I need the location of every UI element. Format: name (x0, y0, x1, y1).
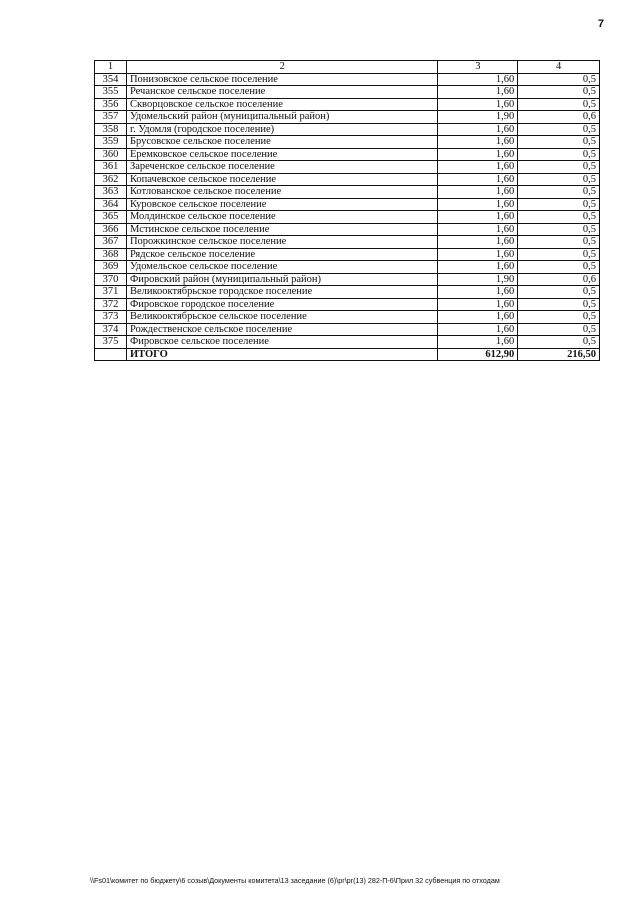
municipality-name: Рождественское сельское поселение (126, 323, 437, 336)
column-header-1: 1 (95, 61, 127, 74)
value-column-3: 1,90 (438, 111, 518, 124)
row-number: 364 (95, 198, 127, 211)
value-column-4: 0,5 (518, 86, 600, 99)
table-row (95, 248, 600, 261)
municipality-name: Фировское городское поселение (126, 298, 437, 311)
value-column-3: 1,60 (438, 198, 518, 211)
table-row (95, 298, 600, 311)
table-row (95, 223, 600, 236)
value-column-4: 0,6 (518, 111, 600, 124)
value-column-3: 1,60 (438, 311, 518, 324)
row-number: 361 (95, 161, 127, 174)
value-column-4: 0,5 (518, 248, 600, 261)
row-number: 359 (95, 136, 127, 149)
value-column-3: 1,60 (438, 286, 518, 299)
total-column-3: 612,90 (438, 348, 518, 361)
municipality-name: Удомельское сельское поселение (126, 261, 437, 274)
value-column-4: 0,5 (518, 336, 600, 349)
column-header-3: 3 (438, 61, 518, 74)
table-row (95, 173, 600, 186)
municipality-name: Порожкинское сельское поселение (126, 236, 437, 249)
municipality-name: Молдинское сельское поселение (126, 211, 437, 224)
value-column-3: 1,60 (438, 236, 518, 249)
value-column-4: 0,5 (518, 123, 600, 136)
row-number: 370 (95, 273, 127, 286)
row-number: 355 (95, 86, 127, 99)
value-column-3: 1,60 (438, 86, 518, 99)
value-column-3: 1,60 (438, 98, 518, 111)
value-column-3: 1,60 (438, 261, 518, 274)
value-column-4: 0,5 (518, 148, 600, 161)
footer-file-path: \\Fs01\комитет по бюджету\6 созыв\Документы комитета\13 заседание (6)\pr\pr(13) 282-П-6\Прил 32 субвенция по отходам (90, 876, 500, 885)
table-body (95, 73, 600, 361)
table-row (95, 286, 600, 299)
municipality-name: Куровское сельское поселение (126, 198, 437, 211)
value-column-3: 1,60 (438, 123, 518, 136)
value-column-3: 1,60 (438, 298, 518, 311)
row-number: 367 (95, 236, 127, 249)
municipality-name: Речанское сельское поселение (126, 86, 437, 99)
table-row (95, 323, 600, 336)
table-row (95, 186, 600, 199)
value-column-3: 1,90 (438, 273, 518, 286)
column-header-4: 4 (518, 61, 600, 74)
municipality-name: Великооктябрьское городское поселение (126, 286, 437, 299)
value-column-4: 0,5 (518, 261, 600, 274)
total-column-4: 216,50 (518, 348, 600, 361)
table-row (95, 336, 600, 349)
value-column-4: 0,5 (518, 186, 600, 199)
municipality-name: Удомельский район (муниципальный район) (126, 111, 437, 124)
municipality-name: г. Удомля (городское поселение) (126, 123, 437, 136)
value-column-3: 1,60 (438, 223, 518, 236)
municipality-name: Великооктябрьское сельское поселение (126, 311, 437, 324)
value-column-4: 0,5 (518, 298, 600, 311)
value-column-3: 1,60 (438, 161, 518, 174)
table-row (95, 311, 600, 324)
municipality-name: Фировский район (муниципальный район) (126, 273, 437, 286)
table-row (95, 86, 600, 99)
row-number: 371 (95, 286, 127, 299)
value-column-3: 1,60 (438, 148, 518, 161)
table-row (95, 261, 600, 274)
value-column-4: 0,5 (518, 73, 600, 86)
row-number: 356 (95, 98, 127, 111)
value-column-3: 1,60 (438, 211, 518, 224)
table-row (95, 111, 600, 124)
row-number: 374 (95, 323, 127, 336)
value-column-4: 0,5 (518, 161, 600, 174)
value-column-4: 0,5 (518, 198, 600, 211)
row-number: 368 (95, 248, 127, 261)
value-column-4: 0,6 (518, 273, 600, 286)
value-column-4: 0,5 (518, 211, 600, 224)
row-number: 366 (95, 223, 127, 236)
value-column-4: 0,5 (518, 286, 600, 299)
table-row (95, 123, 600, 136)
table-row (95, 148, 600, 161)
value-column-4: 0,5 (518, 311, 600, 324)
table-row (95, 198, 600, 211)
row-number: 358 (95, 123, 127, 136)
value-column-3: 1,60 (438, 136, 518, 149)
value-column-4: 0,5 (518, 136, 600, 149)
column-header-2: 2 (126, 61, 437, 74)
row-number: 372 (95, 298, 127, 311)
table-row (95, 211, 600, 224)
municipality-name: Скворцовское сельское поселение (126, 98, 437, 111)
page-number: 7 (597, 18, 604, 30)
value-column-3: 1,60 (438, 186, 518, 199)
row-number: 369 (95, 261, 127, 274)
row-number: 373 (95, 311, 127, 324)
value-column-3: 1,60 (438, 323, 518, 336)
value-column-4: 0,5 (518, 223, 600, 236)
row-number: 375 (95, 336, 127, 349)
municipality-name: Зареченское сельское поселение (126, 161, 437, 174)
value-column-4: 0,5 (518, 173, 600, 186)
row-number: 363 (95, 186, 127, 199)
value-column-3: 1,60 (438, 248, 518, 261)
row-number: 365 (95, 211, 127, 224)
table-row (95, 98, 600, 111)
table-row (95, 161, 600, 174)
value-column-4: 0,5 (518, 236, 600, 249)
table-row (95, 136, 600, 149)
table-header-row (95, 61, 600, 74)
municipality-name: Мстинское сельское поселение (126, 223, 437, 236)
value-column-3: 1,60 (438, 173, 518, 186)
municipality-name: Копачевское сельское поселение (126, 173, 437, 186)
table-row (95, 73, 600, 86)
total-row (95, 348, 600, 361)
row-number: 360 (95, 148, 127, 161)
value-column-3: 1,60 (438, 73, 518, 86)
table-row (95, 273, 600, 286)
value-column-4: 0,5 (518, 323, 600, 336)
municipality-name: Фировское сельское поселение (126, 336, 437, 349)
row-number: 357 (95, 111, 127, 124)
value-column-3: 1,60 (438, 336, 518, 349)
row-number: 354 (95, 73, 127, 86)
municipality-name: Понизовское сельское поселение (126, 73, 437, 86)
municipality-name: Котлованское сельское поселение (126, 186, 437, 199)
value-column-4: 0,5 (518, 98, 600, 111)
municipality-name: Рядское сельское поселение (126, 248, 437, 261)
total-label: ИТОГО (126, 348, 437, 361)
row-number: 362 (95, 173, 127, 186)
municipality-name: Еремковское сельское поселение (126, 148, 437, 161)
municipality-name: Брусовское сельское поселение (126, 136, 437, 149)
subvention-table (94, 60, 600, 361)
table-row (95, 236, 600, 249)
total-row-empty-cell (95, 348, 127, 361)
